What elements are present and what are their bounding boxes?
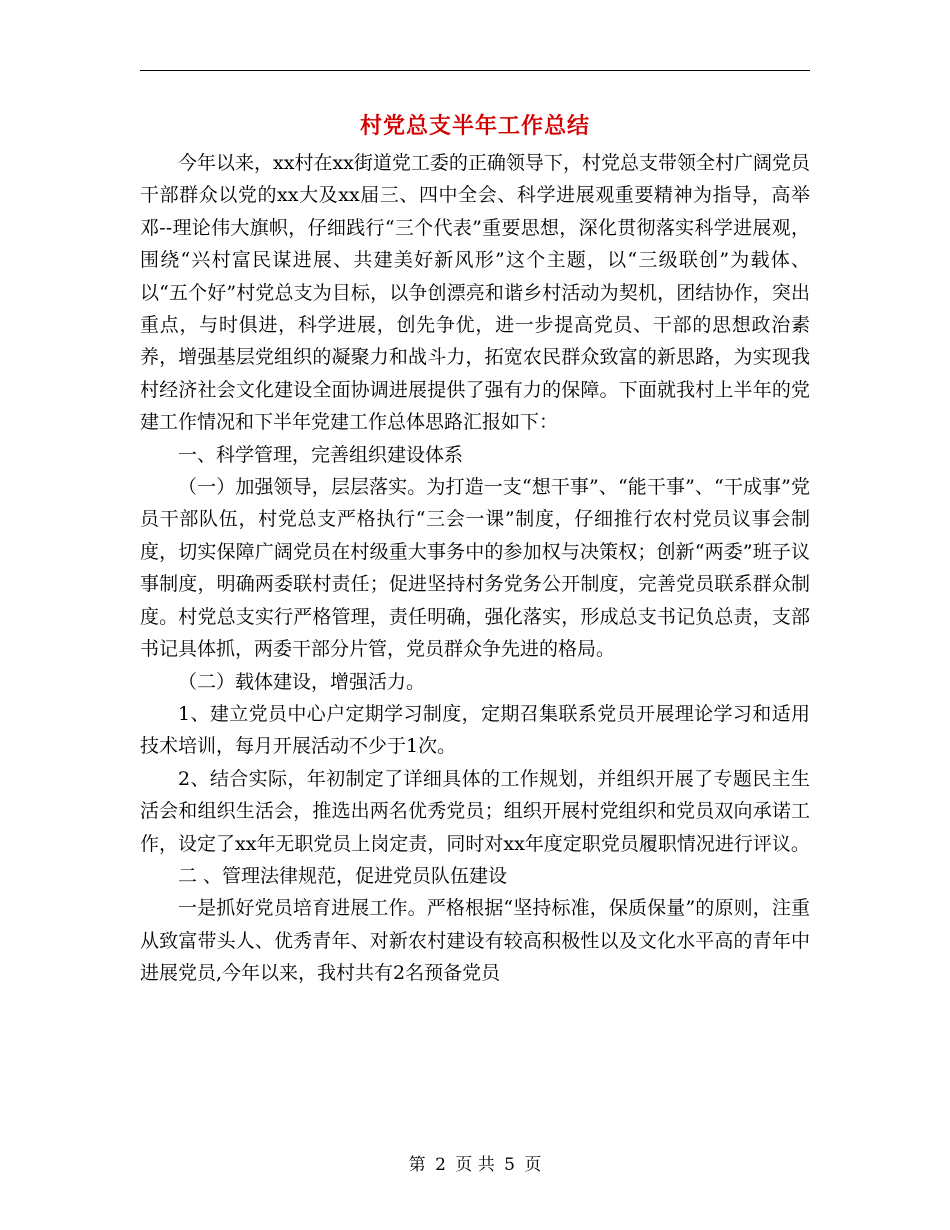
page-footer [0, 1153, 950, 1177]
subsection-heading-carrier: （二）载体建设，增强活力。 [178, 670, 426, 693]
footer-suffix: 页 [524, 1155, 542, 1175]
paragraph-intro: 今年以来，xx村在xx街道党工委的正确领导下，村党总支带领全村广阔党员干部群众以党的xx大及xx届三、四中全会、科学进展观重要精神为指导，高举邓--理论伟大旗帜，仔细践行“三个代表”重要思想，深化贯彻落实科学进展观，围绕“兴村富民谋进展、共建美好新风形”这个主题，以“三级联创”为载体、以“五个好”村党总支为目标，以争创漂亮和谐乡村活动为契机，团结协作，突出重点，与时俱进，科学进展，创先争优，进一步提高党员、干部的思想政治素养，增强基层党组织的凝聚力和战斗力，拓宽农民群众致富的新思路，为实现我村经济社会文化建设全面协调进展提供了强有力的保障。下面就我村上半年的党建工作情况和下半年党建工作总体思路汇报如下： [140, 152, 810, 434]
section-heading-1: 一、科学管理，完善组织建设体系 [178, 443, 464, 466]
paragraph-item-1: 1、建立党员中心户定期学习制度，定期召集联系党员开展理论学习和适用技术培训，每月开展活动不少于1次。 [140, 702, 810, 758]
document-title: 村党总支半年工作总结 [359, 113, 590, 139]
footer-page-total: 5 [504, 1155, 515, 1175]
section-heading-2: 二 、管理法律规范，促进党员队伍建设 [178, 864, 508, 887]
header-rule [140, 70, 810, 71]
paragraph-member-development: 一是抓好党员培育进展工作。严格根据“坚持标准，保质保量”的原则，注重从致富带头人、优秀青年、对新农村建设有较高积极性以及文化水平高的青年中进展党员,今年以来，我村共有2名预备党员 [140, 897, 810, 985]
paragraph-leadership: （一）加强领导，层层落实。为打造一支“想干事”、“能干事”、“干成事”党员干部队伍，村党总支严格执行“三会一课”制度，仔细推行农村党员议事会制度，切实保障广阔党员在村级重大事务中的参加权与决策权；创新“两委”班子议事制度，明确两委联村责任；促进坚持村务党务公开制度，完善党员联系群众制度。村党总支实行严格管理，责任明确，强化落实，形成总支书记负总责，支部书记具体抓，两委干部分片管，党员群众争先进的格局。 [140, 476, 810, 661]
footer-mid: 页 共 [455, 1155, 495, 1175]
paragraph-item-2: 2、结合实际，年初制定了详细具体的工作规划，并组织开展了专题民主生活会和组织生活会，推选出两名优秀党员；组织开展村党组织和党员双向承诺工作，设定了xx年无职党员上岗定责，同时对xx年度定职党员履职情况进行评议。 [140, 767, 810, 855]
footer-prefix: 第 [408, 1155, 426, 1175]
footer-page-current: 2 [435, 1155, 446, 1175]
document-body [140, 147, 810, 990]
